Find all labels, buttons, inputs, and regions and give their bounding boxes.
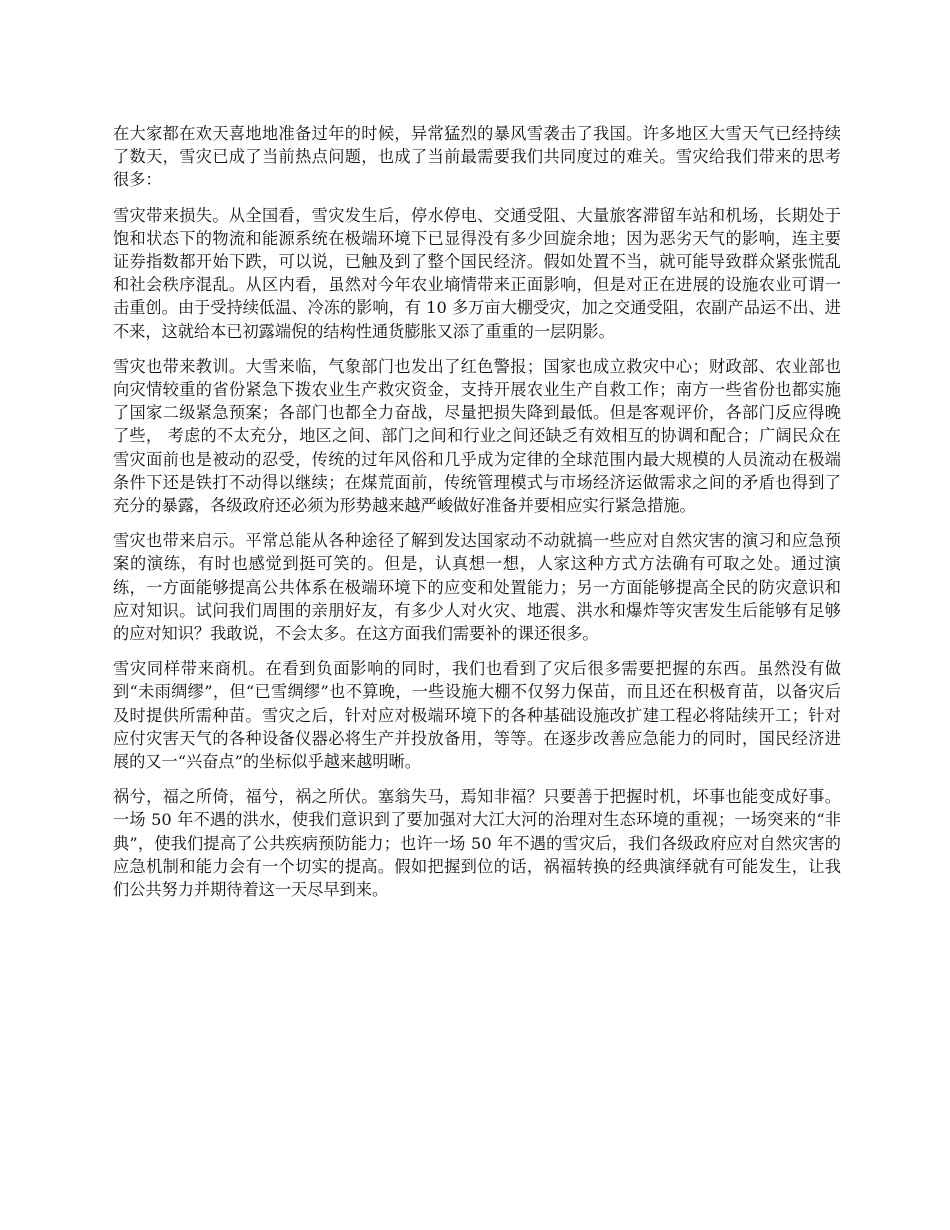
article-body — [113, 122, 841, 913]
paragraph-opportunities: 雪灾同样带来商机。在看到负面影响的同时，我们也看到了灾后很多需要把握的东西。虽然没有做到“未雨绸缪”，但“已雪绸缪”也不算晚，一些设施大棚不仅努力保苗，而且还在积极育苗，以备灾后及时提供所需种苗。雪灾之后，针对应对极端环境下的各种基础设施改扩建工程必将陆续开工；针对应付灾害天气的各种设备仪器必将生产并投放备用，等等。在逐步改善应急能力的同时，国民经济进展的又一“兴奋点”的坐标似乎越来越明晰。 — [113, 659, 841, 772]
paragraph-insights: 雪灾也带来启示。平常总能从各种途径了解到发达国家动不动就搞一些应对自然灾害的演习和应急预案的演练，有时也感觉到挺可笑的。但是，认真想一想，人家这种方式方法确有可取之处。通过演练，一方面能够提高公共体系在极端环境下的应变和处置能力；另一方面能够提高全民的防灾意识和应对知识。试问我们周围的亲朋好友，有多少人对火灾、地震、洪水和爆炸等灾害发生后能够有足够的应对知识？我敢说，不会太多。在这方面我们需要补的课还很多。 — [113, 531, 841, 644]
paragraph-losses: 雪灾带来损失。从全国看，雪灾发生后，停水停电、交通受阻、大量旅客滞留车站和机场，长期处于饱和状态下的物流和能源系统在极端环境下已显得没有多少回旋余地；因为恶劣天气的影响，连主要证券指数都开始下跌，可以说，已触及到了整个国民经济。假如处置不当，就可能导致群众紧张慌乱和社会秩序混乱。从区内看，虽然对今年农业墒情带来正面影响，但是对正在进展的设施农业可谓一击重创。由于受持续低温、冷冻的影响，有 10 多万亩大棚受灾，加之交通受阻，农副产品运不出、进不来，这就给本已初露端倪的结构性通货膨胀又添了重重的一层阴影。 — [113, 205, 841, 341]
paragraph-lessons: 雪灾也带来教训。大雪来临，气象部门也发出了红色警报；国家也成立救灾中心；财政部、农业部也向灾情较重的省份紧急下拨农业生产救灾资金，支持开展农业生产自救工作；南方一些省份也都实施了国家二级紧急预案；各部门也都全力奋战，尽量把损失降到最低。但是客观评价，各部门反应得晚了些， 考虑的不太充分，地区之间、部门之间和行业之间还缺乏有效相互的协调和配合；广阔民众在雪灾面前也是被动的忍受，传统的过年风俗和几乎成为定律的全球范围内最大规模的人员流动在极端条件下还是铁打不动得以继续；在煤荒面前，传统管理模式与市场经济运做需求之间的矛盾也得到了充分的暴露，各级政府还必须为形势越来越严峻做好准备并要相应实行紧急措施。 — [113, 356, 841, 516]
paragraph-intro: 在大家都在欢天喜地地准备过年的时候，异常猛烈的暴风雪袭击了我国。许多地区大雪天气已经持续了数天，雪灾已成了当前热点问题，也成了当前最需要我们共同度过的难关。雪灾给我们带来的思考很多： — [113, 124, 841, 190]
paragraph-conclusion: 祸兮，福之所倚，福兮，祸之所伏。塞翁失马，焉知非福？只要善于把握时机，坏事也能变成好事。一场 50 年不遇的洪水，使我们意识到了要加强对大江大河的治理对生态环境的重视；一场突来的“非典”，使我们提高了公共疾病预防能力；也许一场 50 年不遇的雪灾后，我们各级政府应对自然灾害的应急机制和能力会有一个切实的提高。假如把握到位的话，祸福转换的经典演绎就有可能发生，让我们公共努力并期待着这一天尽早到来。 — [113, 787, 841, 900]
